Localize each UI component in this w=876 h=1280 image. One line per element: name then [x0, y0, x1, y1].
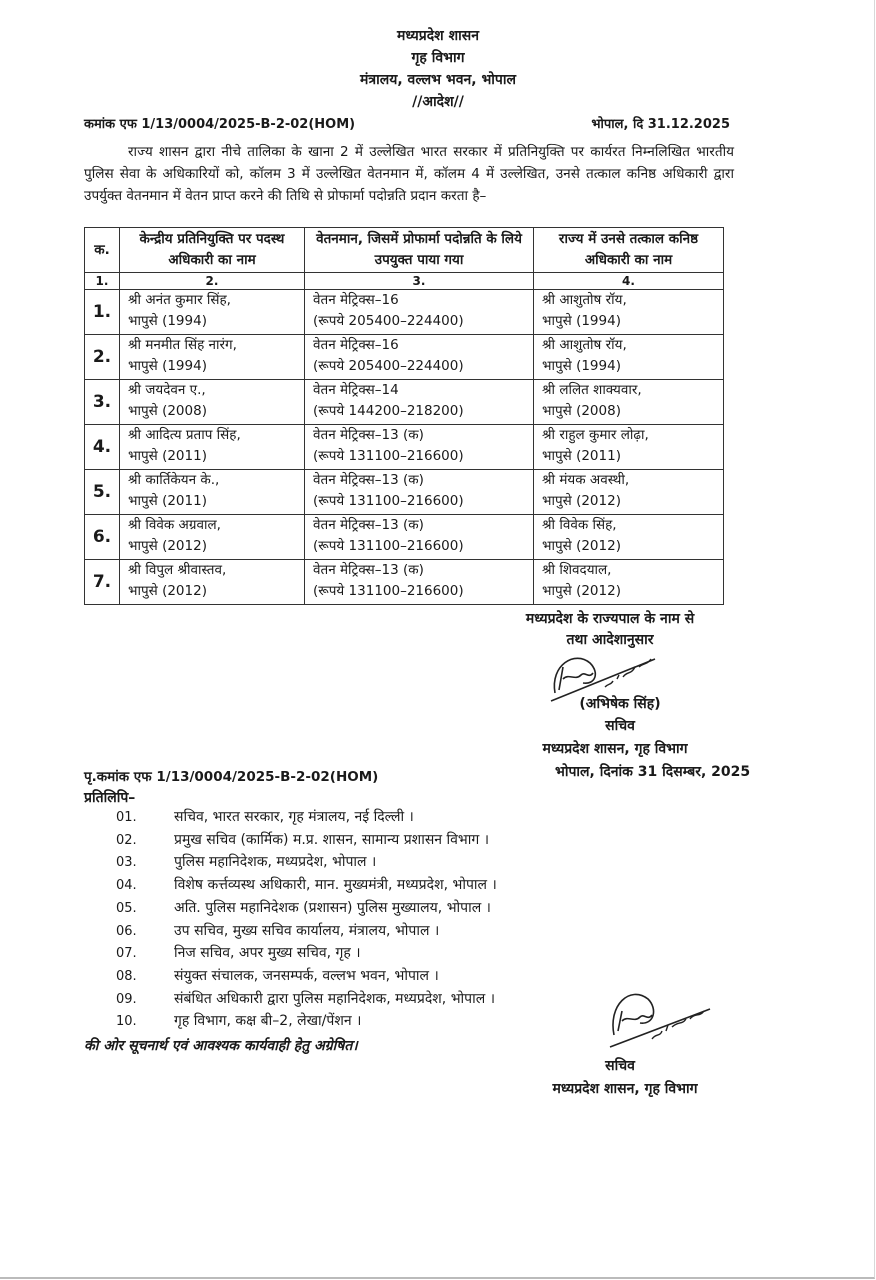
junior-officer-cell — [534, 515, 724, 560]
pay-range: (रूपये 131100–216600) — [313, 538, 464, 554]
row-serial: 6. — [85, 515, 120, 560]
recipient-text: निज सचिव, अपर मुख्य सचिव, गृह । — [174, 945, 361, 962]
junior-officer-cell — [534, 470, 724, 515]
recipient-number: 07. — [116, 946, 137, 962]
col-number: 4. — [534, 273, 724, 290]
table-header-row — [85, 228, 724, 273]
pay-scale-cell — [305, 380, 534, 425]
pay-range: (रूपये 205400–224400) — [313, 313, 464, 329]
authority-line-1: मध्यप्रदेश के राज्यपाल के नाम से — [525, 611, 695, 627]
officer-cell — [120, 290, 305, 335]
officer-cell — [120, 470, 305, 515]
recipient-text: उप सचिव, मुख्य सचिव कार्यालय, मंत्रालय, भोपाल । — [174, 922, 440, 939]
officer-name: श्री कार्तिकेयन के., — [128, 472, 220, 488]
pay-matrix: वेतन मेट्रिक्स–16 — [313, 292, 399, 308]
header-pay-scale: वेतनमान, जिसमें प्रोफार्मा पदोन्नति के लिये उपयुक्त पाया गया — [305, 228, 534, 273]
junior-officer-name: श्री राहुल कुमार लोढ़ा, — [542, 427, 649, 443]
copy-recipient — [116, 852, 376, 871]
recipient-number: 02. — [116, 832, 137, 848]
copy-recipient — [116, 875, 497, 894]
recipient-text: अति. पुलिस महानिदेशक (प्रशासन) पुलिस मुख्यालय, भोपाल । — [174, 899, 491, 916]
officer-name: श्री आदित्य प्रताप सिंह, — [128, 427, 241, 443]
signatory-designation: सचिव — [605, 718, 635, 734]
copy-recipient — [116, 966, 439, 985]
copy-recipient — [116, 989, 495, 1008]
header-officer: केन्द्रीय प्रतिनियुक्ति पर पदस्थ अधिकारी का नाम — [120, 228, 305, 273]
officer-batch: भापुसे (2012) — [128, 583, 207, 599]
recipient-number: 09. — [116, 991, 137, 1007]
junior-officer-cell — [534, 380, 724, 425]
pay-matrix: वेतन मेट्रिक्स–13 (क) — [313, 562, 424, 578]
junior-officer-cell — [534, 560, 724, 605]
header-government: मध्यप्रदेश शासन — [397, 28, 479, 44]
pay-scale-cell — [305, 560, 534, 605]
pay-scale-cell — [305, 515, 534, 560]
recipient-text: सचिव, भारत सरकार, गृह मंत्रालय, नई दिल्ली । — [174, 809, 414, 825]
authority-line-2: तथा आदेशानुसार — [566, 632, 654, 648]
officer-name: श्री विपुल श्रीवास्तव, — [128, 562, 227, 578]
junior-officer-name: श्री विवेक सिंह, — [542, 517, 617, 533]
endorsement-department: मध्यप्रदेश शासन, गृह विभाग — [552, 1081, 698, 1097]
row-serial: 3. — [85, 380, 120, 425]
junior-officer-batch: भापुसे (2012) — [542, 538, 621, 554]
recipient-text: गृह विभाग, कक्ष बी–2, लेखा/पेंशन । — [174, 1013, 362, 1030]
recipient-text: संयुक्त संचालक, जनसम्पर्क, वल्लभ भवन, भोपाल । — [174, 967, 439, 984]
table-row — [85, 335, 724, 380]
recipient-number: 03. — [116, 855, 137, 871]
junior-officer-batch: भापुसे (1994) — [542, 358, 621, 374]
table-row — [85, 470, 724, 515]
signatory-name: (अभिषेक सिंह) — [579, 696, 661, 712]
row-serial: 7. — [85, 560, 120, 605]
header-department: गृह विभाग — [411, 50, 465, 66]
pay-range: (रूपये 131100–216600) — [313, 493, 464, 509]
junior-officer-batch: भापुसे (2012) — [542, 583, 621, 599]
junior-officer-name: श्री आशुतोष रॉय, — [542, 292, 627, 308]
officer-cell — [120, 425, 305, 470]
pay-scale-cell — [305, 425, 534, 470]
junior-officer-cell — [534, 335, 724, 380]
table-column-number-row — [85, 273, 724, 290]
col-number: 3. — [305, 273, 534, 290]
recipient-number: 08. — [116, 968, 137, 984]
officer-cell — [120, 380, 305, 425]
junior-officer-name: श्री मंयक अवस्थी, — [542, 472, 630, 488]
junior-officer-name: श्री आशुतोष रॉय, — [542, 337, 627, 353]
recipient-number: 04. — [116, 878, 137, 894]
copy-label: प्रतिलिपि– — [84, 790, 136, 806]
pay-matrix: वेतन मेट्रिक्स–13 (क) — [313, 517, 424, 533]
officer-batch: भापुसे (2012) — [128, 538, 207, 554]
header-junior-officer: राज्य में उनसे तत्काल कनिष्ठ अधिकारी का नाम — [534, 228, 724, 273]
officer-name: श्री विवेक अग्रवाल, — [128, 517, 221, 533]
header-serial: क. — [85, 228, 120, 273]
order-body-text: राज्य शासन द्वारा नीचे तालिका के खाना 2 में उल्लेखित भारत सरकार में प्रतिनियुक्ति पर कार्यरत निम्नलिखित भारतीय पुलिस सेवा के अधिकारियों को, कॉलम 3 में उल्लेखित वेतनमान में, कॉलम 4 में उल्लेखित, उनसे तत्काल कनिष्ठ अधिकारी द्वारा उपर्युक्त वेतनमान में वेतन प्राप्त करने की तिथि से प्रोफार्मा पदोन्नति प्रदान करता है– — [84, 144, 734, 204]
recipient-number: 05. — [116, 900, 137, 916]
pay-matrix: वेतन मेट्रिक्स–14 — [313, 382, 399, 398]
authority-place-date: भोपाल, दिनांक 31 दिसम्बर, 2025 — [555, 764, 751, 780]
officer-batch: भापुसे (2008) — [128, 403, 207, 419]
pay-matrix: वेतन मेट्रिक्स–13 (क) — [313, 472, 424, 488]
recipient-number: 01. — [116, 810, 137, 825]
row-serial: 4. — [85, 425, 120, 470]
officer-batch: भापुसे (1994) — [128, 358, 207, 374]
officer-name: श्री जयदेवन ए., — [128, 382, 206, 398]
signature-2 — [600, 985, 720, 1055]
order-body — [84, 141, 734, 207]
junior-officer-name: श्री ललित शाक्यवार, — [542, 382, 642, 398]
junior-officer-batch: भापुसे (2008) — [542, 403, 621, 419]
endorsement-number: पृ.कमांक एफ 1/13/0004/2025-B-2-02(HOM) — [84, 769, 379, 785]
signatory-department: मध्यप्रदेश शासन, गृह विभाग — [542, 741, 688, 757]
table-row — [85, 560, 724, 605]
row-serial: 2. — [85, 335, 120, 380]
endorsement-designation: सचिव — [605, 1058, 635, 1074]
table-row — [85, 290, 724, 335]
promotion-table — [84, 227, 724, 605]
row-serial: 5. — [85, 470, 120, 515]
officer-name: श्री अनंत कुमार सिंह, — [128, 292, 231, 308]
officer-cell — [120, 515, 305, 560]
officer-batch: भापुसे (2011) — [128, 493, 207, 509]
officer-cell — [120, 560, 305, 605]
pay-scale-cell — [305, 470, 534, 515]
recipient-number: 06. — [116, 923, 137, 939]
pay-range: (रूपये 205400–224400) — [313, 358, 464, 374]
pay-scale-cell — [305, 290, 534, 335]
copy-recipient — [116, 898, 491, 917]
officer-name: श्री मनमीत सिंह नारंग, — [128, 337, 237, 353]
junior-officer-name: श्री शिवदयाल, — [542, 562, 612, 578]
junior-officer-cell — [534, 425, 724, 470]
order-place-date: भोपाल, दि 31.12.2025 — [591, 117, 730, 132]
copy-recipient — [116, 807, 414, 826]
copy-recipient — [116, 943, 361, 962]
copy-recipient — [116, 830, 489, 849]
junior-officer-batch: भापुसे (2011) — [542, 448, 621, 464]
pay-range: (रूपये 131100–216600) — [313, 448, 464, 464]
copy-recipient — [116, 921, 439, 940]
table-row — [85, 380, 724, 425]
table-row — [85, 425, 724, 470]
order-number: कमांक एफ 1/13/0004/2025-B-2-02(HOM) — [84, 117, 356, 132]
header-address: मंत्रालय, वल्लभ भवन, भोपाल — [360, 72, 516, 88]
recipient-text: विशेष कर्त्तव्यस्थ अधिकारी, मान. मुख्यमंत्री, मध्यप्रदेश, भोपाल । — [174, 877, 497, 894]
col-number: 2. — [120, 273, 305, 290]
row-serial: 1. — [85, 290, 120, 335]
pay-matrix: वेतन मेट्रिक्स–16 — [313, 337, 399, 353]
forwarding-note: की ओर सूचनार्थ एवं आवश्यक कार्यवाही हेतु अग्रेषित। — [84, 1038, 358, 1054]
officer-cell — [120, 335, 305, 380]
recipient-number: 10. — [116, 1014, 137, 1030]
junior-officer-batch: भापुसे (1994) — [542, 313, 621, 329]
officer-batch: भापुसे (2011) — [128, 448, 207, 464]
pay-range: (रूपये 144200–218200) — [313, 403, 464, 419]
recipient-text: पुलिस महानिदेशक, मध्यप्रदेश, भोपाल । — [174, 854, 377, 871]
pay-range: (रूपये 131100–216600) — [313, 583, 464, 599]
junior-officer-cell — [534, 290, 724, 335]
recipient-text: प्रमुख सचिव (कार्मिक) म.प्र. शासन, सामान्य प्रशासन विभाग । — [174, 831, 490, 848]
pay-scale-cell — [305, 335, 534, 380]
copy-recipient — [116, 1011, 361, 1030]
header-order-title: //आदेश// — [412, 94, 464, 110]
recipient-text: संबंधित अधिकारी द्वारा पुलिस महानिदेशक, मध्यप्रदेश, भोपाल । — [174, 990, 496, 1007]
junior-officer-batch: भापुसे (2012) — [542, 493, 621, 509]
table-row — [85, 515, 724, 560]
officer-batch: भापुसे (1994) — [128, 313, 207, 329]
col-number: 1. — [85, 273, 120, 290]
table-body — [85, 290, 724, 605]
pay-matrix: वेतन मेट्रिक्स–13 (क) — [313, 427, 424, 443]
